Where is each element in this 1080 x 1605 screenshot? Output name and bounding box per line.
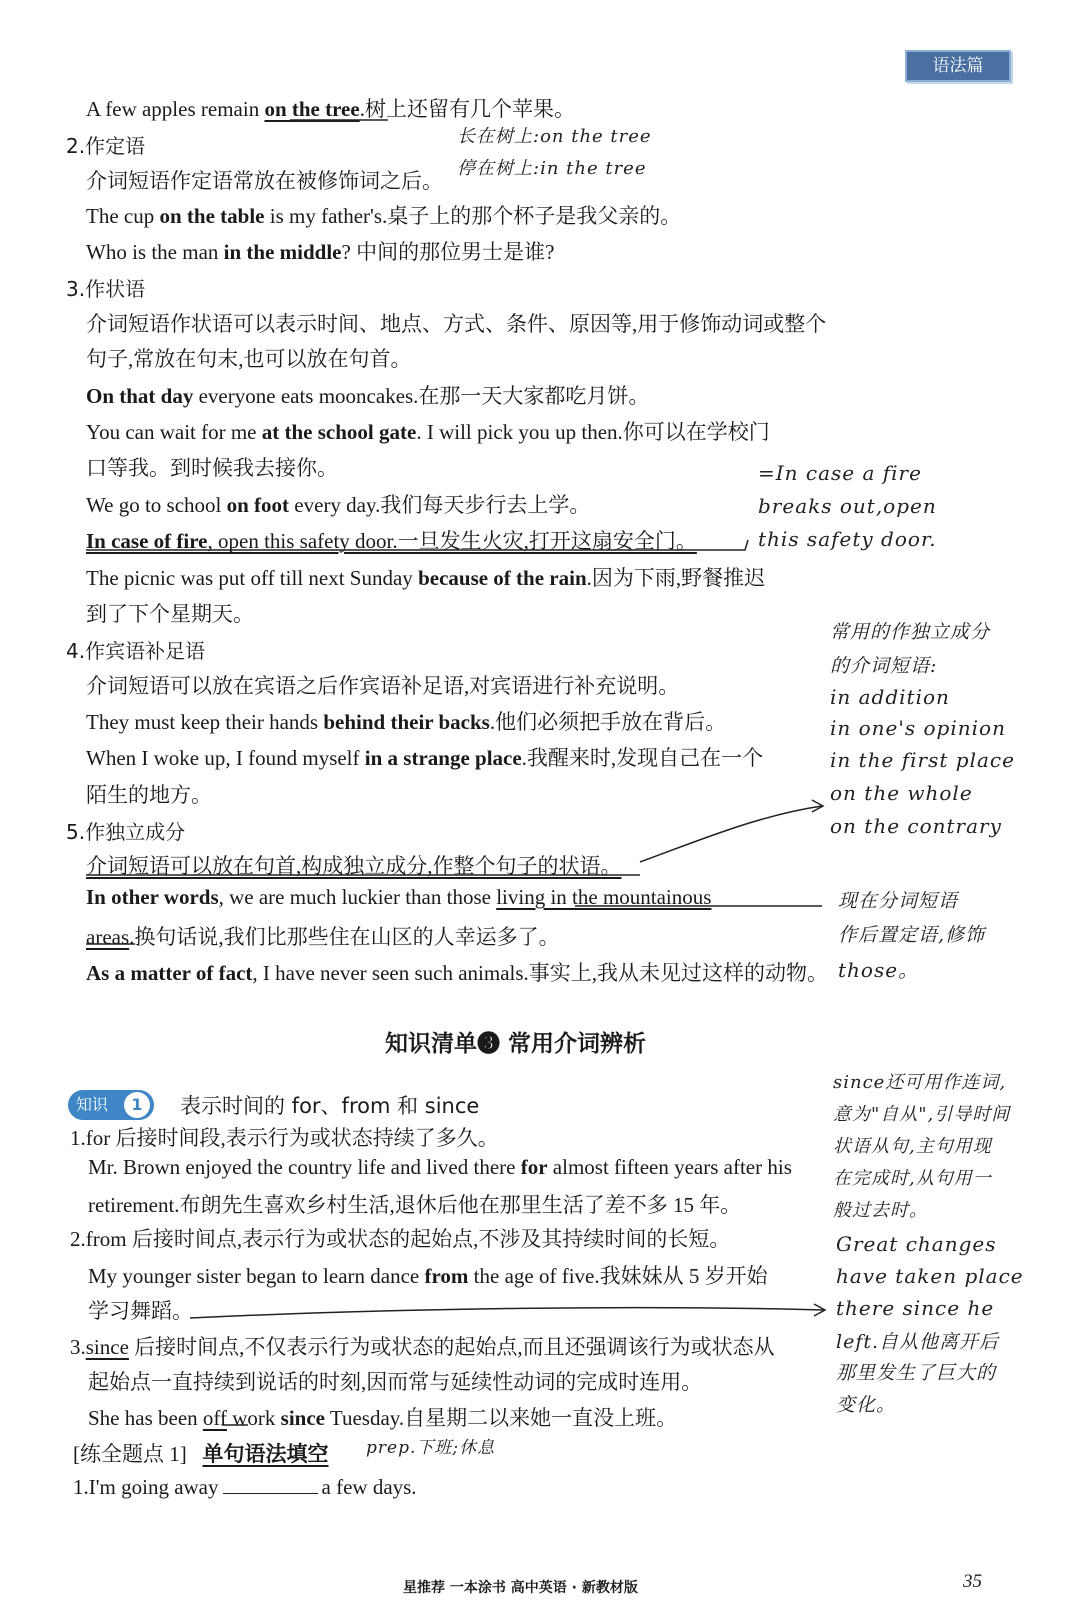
handwritten-note: 意为"自从",引导时间 [833,1104,1011,1125]
example-sentence: You can wait for me at the school gate. I will pick you up then.你可以在学校门 [86,420,770,444]
answer-blank[interactable] [223,1493,318,1494]
handwritten-note: on the contrary [830,814,1002,838]
arrow-head-icon [814,1304,825,1316]
rule-text: 起始点一直持续到说话的时刻,因而常与延续性动词的完成时连用。 [88,1370,703,1394]
handwritten-note: Great changes [836,1232,997,1256]
example-sentence: Who is the man in the middle? 中间的那位男士是谁? [86,240,555,264]
handwritten-note: 的介词短语: [830,655,938,677]
example-sentence: The picnic was put off till next Sunday because of the rain.因为下雨,野餐推迟 [86,566,766,590]
example-sentence: When I woke up, I found myself in a strange place.我醒来时,发现自己在一个 [86,746,764,770]
example-sentence: 口等我。到时候我去接你。 [86,456,338,480]
rule-text: 句子,常放在句末,也可以放在句首。 [86,347,412,371]
rule-text: 介词短语作状语可以表示时间、地点、方式、条件、原因等,用于修饰动词或整个 [86,312,827,336]
handwritten-note: 作后置定语,修饰 [838,924,986,946]
handwritten-note: since还可用作连词, [833,1072,1007,1093]
exercise-header: [练全题点 1] 单句语法填空 [73,1442,329,1466]
page-number: 35 [963,1571,982,1592]
example-sentence: In other words, we are much luckier than those living in the mountainous [86,885,712,909]
subheading: 4.作宾语补足语 [66,639,206,663]
rule-text: 介词短语可以放在句首,构成独立成分,作整个句子的状语。 [86,854,622,878]
knowledge-badge: 知识 1 [68,1090,154,1120]
example-sentence: The cup on the table is my father's.桌子上的那个杯子是我父亲的。 [86,204,682,228]
example-sentence: They must keep their hands behind their backs.他们必须把手放在背后。 [86,710,727,734]
subheading: 3.作状语 [66,277,146,301]
example-sentence: In case of fire, open this safety door.一旦发生火灾,打开这扇安全门。 [86,529,697,553]
section-tag: 语法篇 [905,50,1011,82]
example-sentence: 到了下个星期天。 [86,602,254,626]
rule-text: 2.from 后接时间点,表示行为或状态的起始点,不涉及其持续时间的长短。 [70,1227,731,1251]
handwritten-note: prep.下班;休息 [366,1438,496,1458]
handwritten-note: 停在树上:in the tree [457,158,647,179]
example-sentence: She has been off work since Tuesday.自星期二以来她一直没上班。 [88,1406,678,1430]
handwritten-note: this safety door. [758,527,937,551]
handwritten-note: in one's opinion [830,716,1006,740]
handwritten-note: 长在树上:on the tree [457,126,652,147]
example-sentence: Mr. Brown enjoyed the country life and lived there for almost fifteen years after his [88,1155,792,1179]
rule-text: 介词短语可以放在宾语之后作宾语补足语,对宾语进行补充说明。 [86,674,680,698]
handwritten-note: 现在分词短语 [838,890,959,912]
rule-text: 介词短语作定语常放在被修饰词之后。 [86,169,443,193]
handwritten-note: on the whole [830,781,973,805]
handwritten-note: those。 [838,958,920,982]
example-sentence: On that day everyone eats mooncakes.在那一天大家都吃月饼。 [86,384,650,408]
example-sentence: retirement.布朗先生喜欢乡村生活,退休后他在那里生活了差不多 15 年。 [88,1193,742,1217]
example-sentence: areas.换句话说,我们比那些住在山区的人幸运多了。 [86,925,560,949]
page-footer: 星推荐 一本涂书 高中英语 · 新教材版 [403,1580,638,1596]
handwritten-note: in the first place [830,748,1015,772]
example-sentence: As a matter of fact, I have never seen such animals.事实上,我从未见过这样的动物。 [86,961,829,985]
example-sentence: 陌生的地方。 [86,783,212,807]
example-sentence: We go to school on foot every day.我们每天步行去上学。 [86,493,591,517]
handwritten-note: 在完成时,从句用一 [833,1168,992,1189]
subheading: 2.作定语 [66,134,146,158]
handwritten-note: 常用的作独立成分 [830,621,991,643]
handwritten-note: have taken place [836,1264,1024,1288]
handwritten-note: 状语从句,主句用现 [833,1136,992,1157]
handwritten-note: breaks out,open [758,494,937,518]
handwritten-arrow [640,806,822,862]
example-sentence: A few apples remain on the tree.树上还留有几个苹果。 [86,97,575,121]
arrow-head-icon [812,800,823,812]
subheading: 5.作独立成分 [66,820,186,844]
rule-text: 3.since 后接时间点,不仅表示行为或状态的起始点,而且还强调该行为或状态从 [70,1335,775,1359]
knowledge-title: 表示时间的 for、from 和 since [180,1094,480,1118]
example-sentence: My younger sister began to learn dance from the age of five.我妹妹从 5 岁开始 [88,1264,768,1288]
rule-text: 1.for 后接时间段,表示行为或状态持续了多久。 [70,1126,499,1150]
handwritten-note: in addition [830,685,950,709]
handwritten-note: 变化。 [836,1394,897,1416]
handwritten-arrow [190,1308,824,1318]
handwritten-note: left.自从他离开后 [836,1331,1000,1353]
example-sentence: 学习舞蹈。 [88,1299,193,1323]
handwritten-note: there since he [836,1296,995,1320]
handwritten-note: =In case a fire [758,461,922,485]
handwritten-note: 般过去时。 [833,1200,928,1221]
handwritten-note: 那里发生了巨大的 [836,1362,997,1384]
exercise-question: 1.I'm going away a few days. [73,1475,417,1499]
section-title: 知识清单❸ 常用介词辨析 [385,1030,647,1057]
